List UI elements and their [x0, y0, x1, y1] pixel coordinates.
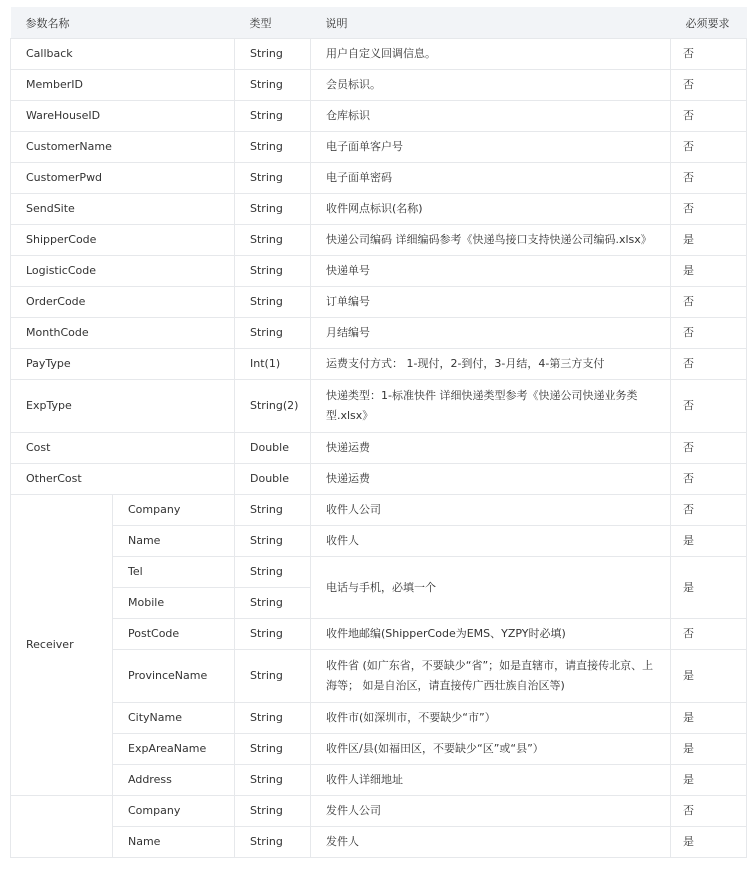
param-required: 是 — [671, 650, 747, 703]
param-desc: 发件人公司 — [311, 796, 671, 827]
param-desc: 仓库标识 — [311, 101, 671, 132]
param-required: 否 — [671, 796, 747, 827]
param-desc: 运费支付方式： 1-现付，2-到付，3-月结，4-第三方支付 — [311, 349, 671, 380]
table-row — [11, 225, 747, 256]
param-name: SendSite — [11, 194, 235, 225]
table-row — [11, 557, 747, 588]
param-required: 否 — [671, 464, 747, 495]
param-desc: 电子面单密码 — [311, 163, 671, 194]
param-name: OtherCost — [11, 464, 235, 495]
param-required: 否 — [671, 380, 747, 433]
param-desc: 快递类型：1-标准快件 详细快递类型参考《快递公司快递业务类型.xlsx》 — [311, 380, 671, 433]
param-name: CustomerPwd — [11, 163, 235, 194]
table-row — [11, 132, 747, 163]
param-desc: 快递运费 — [311, 433, 671, 464]
param-required: 是 — [671, 225, 747, 256]
param-type: Int(1) — [235, 349, 311, 380]
param-required: 否 — [671, 194, 747, 225]
param-name: PayType — [11, 349, 235, 380]
param-name: CustomerName — [11, 132, 235, 163]
table-row — [11, 827, 747, 858]
param-type: String — [235, 619, 311, 650]
param-name: ProvinceName — [113, 650, 235, 703]
header-param: 参数名称 — [11, 7, 235, 39]
param-name: ShipperCode — [11, 225, 235, 256]
header-desc: 说明 — [311, 7, 671, 39]
table-row — [11, 765, 747, 796]
param-required: 是 — [671, 765, 747, 796]
param-desc: 月结编号 — [311, 318, 671, 349]
param-desc: 快递单号 — [311, 256, 671, 287]
param-name: ExpAreaName — [113, 734, 235, 765]
param-desc: 订单编号 — [311, 287, 671, 318]
param-required: 是 — [671, 526, 747, 557]
param-desc: 收件人公司 — [311, 495, 671, 526]
param-name: MemberID — [11, 70, 235, 101]
param-desc: 收件省 (如广东省，不要缺少“省”；如是直辖市，请直接传北京、上海等； 如是自治区，请直接传广西壮族自治区等) — [311, 650, 671, 703]
param-required: 否 — [671, 318, 747, 349]
table-header-row — [11, 7, 747, 39]
param-name: Name — [113, 827, 235, 858]
param-desc: 快递公司编码 详细编码参考《快递鸟接口支持快递公司编码.xlsx》 — [311, 225, 671, 256]
table-row — [11, 256, 747, 287]
table-row — [11, 163, 747, 194]
table-row — [11, 495, 747, 526]
param-name: Tel — [113, 557, 235, 588]
param-name: Company — [113, 495, 235, 526]
param-required: 是 — [671, 557, 747, 619]
param-name: Callback — [11, 39, 235, 70]
param-desc: 收件网点标识(名称) — [311, 194, 671, 225]
param-name: MonthCode — [11, 318, 235, 349]
param-required: 否 — [671, 287, 747, 318]
param-required: 是 — [671, 256, 747, 287]
param-type: String — [235, 526, 311, 557]
param-desc: 会员标识。 — [311, 70, 671, 101]
table-row — [11, 349, 747, 380]
param-required: 否 — [671, 163, 747, 194]
param-name: OrderCode — [11, 287, 235, 318]
group-label-sender — [11, 796, 113, 858]
param-type: String — [235, 256, 311, 287]
param-type: String — [235, 796, 311, 827]
param-name: Company — [113, 796, 235, 827]
table-row — [11, 734, 747, 765]
param-type: String — [235, 163, 311, 194]
param-required: 是 — [671, 734, 747, 765]
param-desc: 收件地邮编(ShipperCode为EMS、YZPY时必填) — [311, 619, 671, 650]
param-required: 否 — [671, 39, 747, 70]
param-type: String — [235, 734, 311, 765]
param-name: Name — [113, 526, 235, 557]
params-table — [10, 7, 747, 858]
param-desc: 收件区/县(如福田区，不要缺少“区”或“县”） — [311, 734, 671, 765]
param-desc: 快递运费 — [311, 464, 671, 495]
header-type: 类型 — [235, 7, 311, 39]
table-row — [11, 380, 747, 433]
table-row — [11, 464, 747, 495]
param-required: 否 — [671, 495, 747, 526]
param-required: 否 — [671, 619, 747, 650]
param-type: String — [235, 318, 311, 349]
param-desc: 电话与手机，必填一个 — [311, 557, 671, 619]
param-desc: 收件人 — [311, 526, 671, 557]
table-row — [11, 70, 747, 101]
param-type: String(2) — [235, 380, 311, 433]
param-type: String — [235, 557, 311, 588]
table-row — [11, 39, 747, 70]
param-type: String — [235, 225, 311, 256]
param-type: Double — [235, 433, 311, 464]
table-row — [11, 796, 747, 827]
param-name: Cost — [11, 433, 235, 464]
param-required: 否 — [671, 70, 747, 101]
param-required: 否 — [671, 433, 747, 464]
param-required: 否 — [671, 132, 747, 163]
param-required: 是 — [671, 703, 747, 734]
table-row — [11, 101, 747, 132]
table-row — [11, 703, 747, 734]
header-required: 必须要求 — [671, 7, 747, 39]
param-type: String — [235, 70, 311, 101]
param-type: String — [235, 827, 311, 858]
table-row — [11, 650, 747, 703]
param-name: CityName — [113, 703, 235, 734]
param-desc: 收件人详细地址 — [311, 765, 671, 796]
param-type: String — [235, 287, 311, 318]
param-desc: 发件人 — [311, 827, 671, 858]
param-type: String — [235, 101, 311, 132]
param-type: String — [235, 765, 311, 796]
group-label-receiver: Receiver — [11, 495, 113, 796]
param-type: String — [235, 703, 311, 734]
param-type: String — [235, 495, 311, 526]
param-type: String — [235, 39, 311, 70]
table-row — [11, 194, 747, 225]
table-row — [11, 619, 747, 650]
param-type: String — [235, 132, 311, 163]
param-type: String — [235, 588, 311, 619]
table-row — [11, 318, 747, 349]
param-name: WareHouseID — [11, 101, 235, 132]
param-name: LogisticCode — [11, 256, 235, 287]
param-type: Double — [235, 464, 311, 495]
param-name: PostCode — [113, 619, 235, 650]
table-row — [11, 526, 747, 557]
param-required: 是 — [671, 827, 747, 858]
param-required: 否 — [671, 349, 747, 380]
param-desc: 收件市(如深圳市，不要缺少“市”） — [311, 703, 671, 734]
param-name: ExpType — [11, 380, 235, 433]
param-name: Address — [113, 765, 235, 796]
table-row — [11, 287, 747, 318]
param-required: 否 — [671, 101, 747, 132]
param-desc: 电子面单客户号 — [311, 132, 671, 163]
param-type: String — [235, 650, 311, 703]
param-name: Mobile — [113, 588, 235, 619]
table-row — [11, 433, 747, 464]
param-type: String — [235, 194, 311, 225]
param-desc: 用户自定义回调信息。 — [311, 39, 671, 70]
